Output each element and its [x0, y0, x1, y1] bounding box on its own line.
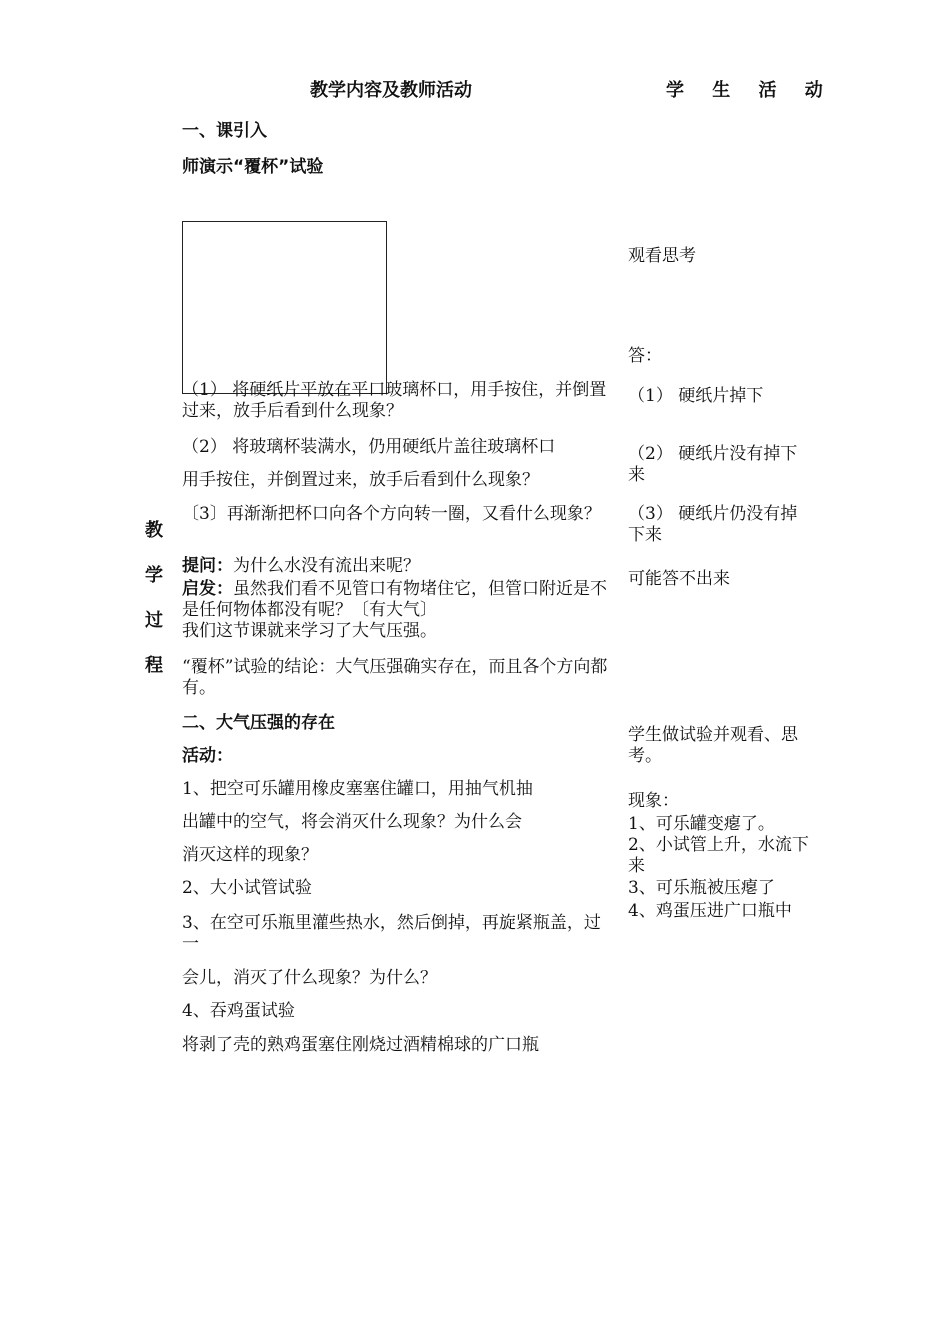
- activity-4: 4、吞鸡蛋试验: [182, 1001, 295, 1021]
- ask-text: 为什么水没有流出来呢？: [233, 556, 420, 576]
- question-3: 〔3〕再渐渐把杯口向各个方向转一圈，又看什么现象？: [182, 504, 601, 524]
- teacher-activity-header: 教学内容及教师活动: [310, 80, 472, 101]
- answer-4: 可能答不出来: [628, 569, 730, 589]
- student-activity-header: 学 生 活 动: [666, 80, 834, 101]
- answer-1: （1） 硬纸片掉下: [628, 386, 764, 406]
- teaching-process-label: 教学过程: [145, 520, 163, 676]
- student-experiment: 学生做试验并观看、思考。: [628, 725, 798, 766]
- activity-4-detail: 将剥了壳的熟鸡蛋塞住刚烧过酒精棉球的广口瓶: [182, 1035, 539, 1055]
- question-1: （1） 将硬纸片平放在平口玻璃杯口，用手按住，并倒置过来，放手后看到什么现象？: [182, 380, 607, 421]
- hint-text: 虽然我们看不见管口有物堵住它，但管口附近是不是任何物体都没有呢？〔有大气〕: [182, 579, 607, 620]
- ask-label: 提问：: [182, 556, 233, 576]
- activity-3-line-2: 会儿，消灭了什么现象？为什么？: [182, 968, 437, 988]
- activity-1-line-1: 1、把空可乐罐用橡皮塞塞住罐口，用抽气机抽: [182, 779, 533, 799]
- question-2-line-1: （2） 将玻璃杯装满水，仍用硬纸片盖往玻璃杯口: [182, 437, 556, 457]
- answer-label: 答：: [628, 346, 662, 366]
- activity-3-line-1: 3、在空可乐瓶里灌些热水，然后倒掉，再旋紧瓶盖，过一: [182, 913, 601, 954]
- question-2-line-2: 用手按住，并倒置过来，放手后看到什么现象？: [182, 470, 539, 490]
- hint: [182, 579, 614, 621]
- answer-2: （2） 硬纸片没有掉下来: [628, 444, 798, 485]
- phenomenon-2: 2、小试管上升，水流下来: [628, 835, 809, 876]
- activity-label: 活动：: [182, 746, 233, 766]
- section-1-title: 一、课引入: [182, 121, 267, 141]
- watch-think: 观看思考: [628, 246, 696, 266]
- experiment-conclusion: “覆杯”试验的结论：大气压强确实存在，而且各个方向都有。: [182, 657, 608, 698]
- phenomenon-3: 3、可乐瓶被压瘪了: [628, 878, 775, 898]
- answer-3: （3） 硬纸片仍没有掉下来: [628, 504, 798, 545]
- phenomenon-1: 1、可乐罐变瘪了。: [628, 814, 775, 834]
- hint-label: 启发：: [182, 579, 233, 599]
- activity-1-line-3: 消灭这样的现象？: [182, 845, 318, 865]
- phenomenon-4: 4、鸡蛋压进广口瓶中: [628, 901, 792, 921]
- section-2-title: 二、大气压强的存在: [182, 713, 335, 733]
- lesson-intro: 我们这节课就来学习了大气压强。: [182, 621, 437, 641]
- question-ask: [182, 556, 614, 577]
- image-placeholder-box: [182, 221, 387, 394]
- activity-2: 2、大小试管试验: [182, 878, 312, 898]
- activity-1-line-2: 出罐中的空气，将会消灭什么现象？为什么会: [182, 812, 522, 832]
- phenomenon-label: 现象：: [628, 791, 679, 811]
- section-1-subtitle: 师演示“覆杯”试验: [182, 157, 324, 177]
